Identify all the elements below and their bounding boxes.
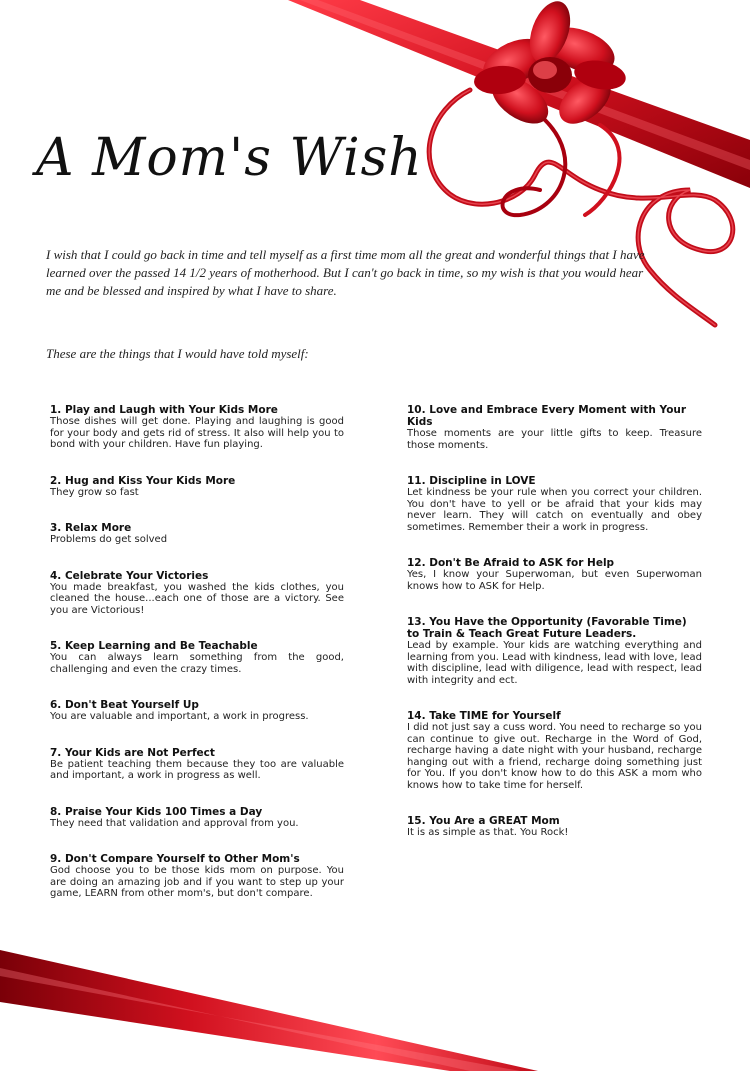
tip-item xyxy=(407,557,702,592)
tip-heading: 3. Relax More xyxy=(50,522,132,534)
tip-heading: 15. You Are a GREAT Mom xyxy=(407,815,560,827)
tip-heading: 13. You Have the Opportunity (Favorable Time) to Train & Teach Great Future Leaders. xyxy=(407,616,687,640)
tip-item xyxy=(50,570,344,617)
tip-heading: 8. Praise Your Kids 100 Times a Day xyxy=(50,805,263,818)
tip-heading: 11. Discipline in LOVE xyxy=(407,475,536,487)
tip-item xyxy=(50,747,344,782)
tip-body: You are valuable and important, a work in progress. xyxy=(50,711,309,722)
lead-sentence: These are the things that I would have told myself: xyxy=(46,346,309,361)
right-column xyxy=(407,404,702,863)
tip-item xyxy=(50,853,344,900)
tip-item xyxy=(50,522,344,546)
tip-heading: 6. Don't Beat Yourself Up xyxy=(50,699,199,711)
page-title: A Mom's Wish xyxy=(36,128,423,188)
tip-body: They grow so fast xyxy=(50,486,139,498)
tip-body: They need that validation and approval from you. xyxy=(50,817,299,829)
tip-heading: 12. Don't Be Afraid to ASK for Help xyxy=(407,557,615,569)
tip-item xyxy=(50,475,344,499)
tip-item xyxy=(407,616,702,686)
tip-item xyxy=(407,475,702,533)
tip-item xyxy=(407,404,702,451)
tip-body: Problems do get solved xyxy=(50,534,168,545)
tip-body: You made breakfast, you washed the kids clothes, you cleaned the house...each one of those are a victory. See you are Victorious! xyxy=(50,581,344,616)
tip-item xyxy=(407,710,702,791)
tip-item xyxy=(50,404,344,451)
tip-body: Those dishes will get done. Playing and laughing is good for your body and gets rid of stress. It also will help you to bond with your children. Have fun playing. xyxy=(50,416,344,450)
tip-body: Those moments are your little gifts to keep. Treasure those moments. xyxy=(407,428,702,451)
tip-heading: 7. Your Kids are Not Perfect xyxy=(50,746,215,759)
tip-body: I did not just say a cuss word. You need to recharge so you can continue to give out. Recharge in the Word of God, recharge having a date night with your husband, recharge hanging out with a friend, recharge doing something just for You. If you don't know how to do this ASK a mom who knows how to take time for herself. xyxy=(407,722,702,791)
intro-paragraph: I wish that I could go back in time and tell myself as a first time mom all the great and wonderful things that I have learned over the passed 14 1/2 years of motherhood. But I can't go back in time, so my wish is that you would hear me and be blessed and inspired by what I have to share. xyxy=(46,247,645,298)
tip-heading: 2. Hug and Kiss Your Kids More xyxy=(50,474,236,487)
tip-body: God choose you to be those kids mom on purpose. You are doing an amazing job and if you want to step up your game, LEARN from other mom's, but don't compare. xyxy=(50,865,344,899)
tip-body: Be patient teaching them because they too are valuable and important, a work in progress as well. xyxy=(50,758,344,781)
tip-heading: 14. Take TIME for Yourself xyxy=(407,710,561,722)
tip-body: Yes, I know your Superwoman, but even Superwoman knows how to ASK for Help. xyxy=(407,569,702,592)
tip-body: Lead by example. Your kids are watching everything and learning from you. Lead with kindness, lead with love, lead with discipline, lead with diligence, lead with respect, lead with integrity and ect. xyxy=(407,640,702,686)
tip-item xyxy=(407,815,702,839)
tip-body: It is as simple as that. You Rock! xyxy=(407,827,569,838)
tip-heading: 4. Celebrate Your Victories xyxy=(50,569,209,582)
tip-heading: 10. Love and Embrace Every Moment with Your Kids xyxy=(407,404,687,428)
tip-heading: 5. Keep Learning and Be Teachable xyxy=(50,640,258,652)
tip-item xyxy=(50,806,344,830)
tip-item xyxy=(50,640,344,675)
tip-heading: 9. Don't Compare Yourself to Other Mom's xyxy=(50,853,300,865)
tip-body: You can always learn something from the good, challenging and even the crazy times. xyxy=(50,652,344,675)
bottom-ribbon-band xyxy=(0,950,538,1071)
left-column xyxy=(50,404,344,924)
tip-item xyxy=(50,699,344,723)
tip-body: Let kindness be your rule when you correct your children. You don't have to yell or be afraid that your kids may never learn. They will catch on eventually and obey sometimes. Remember their a work in progress. xyxy=(407,487,702,533)
tip-heading: 1. Play and Laugh with Your Kids More xyxy=(50,404,278,416)
